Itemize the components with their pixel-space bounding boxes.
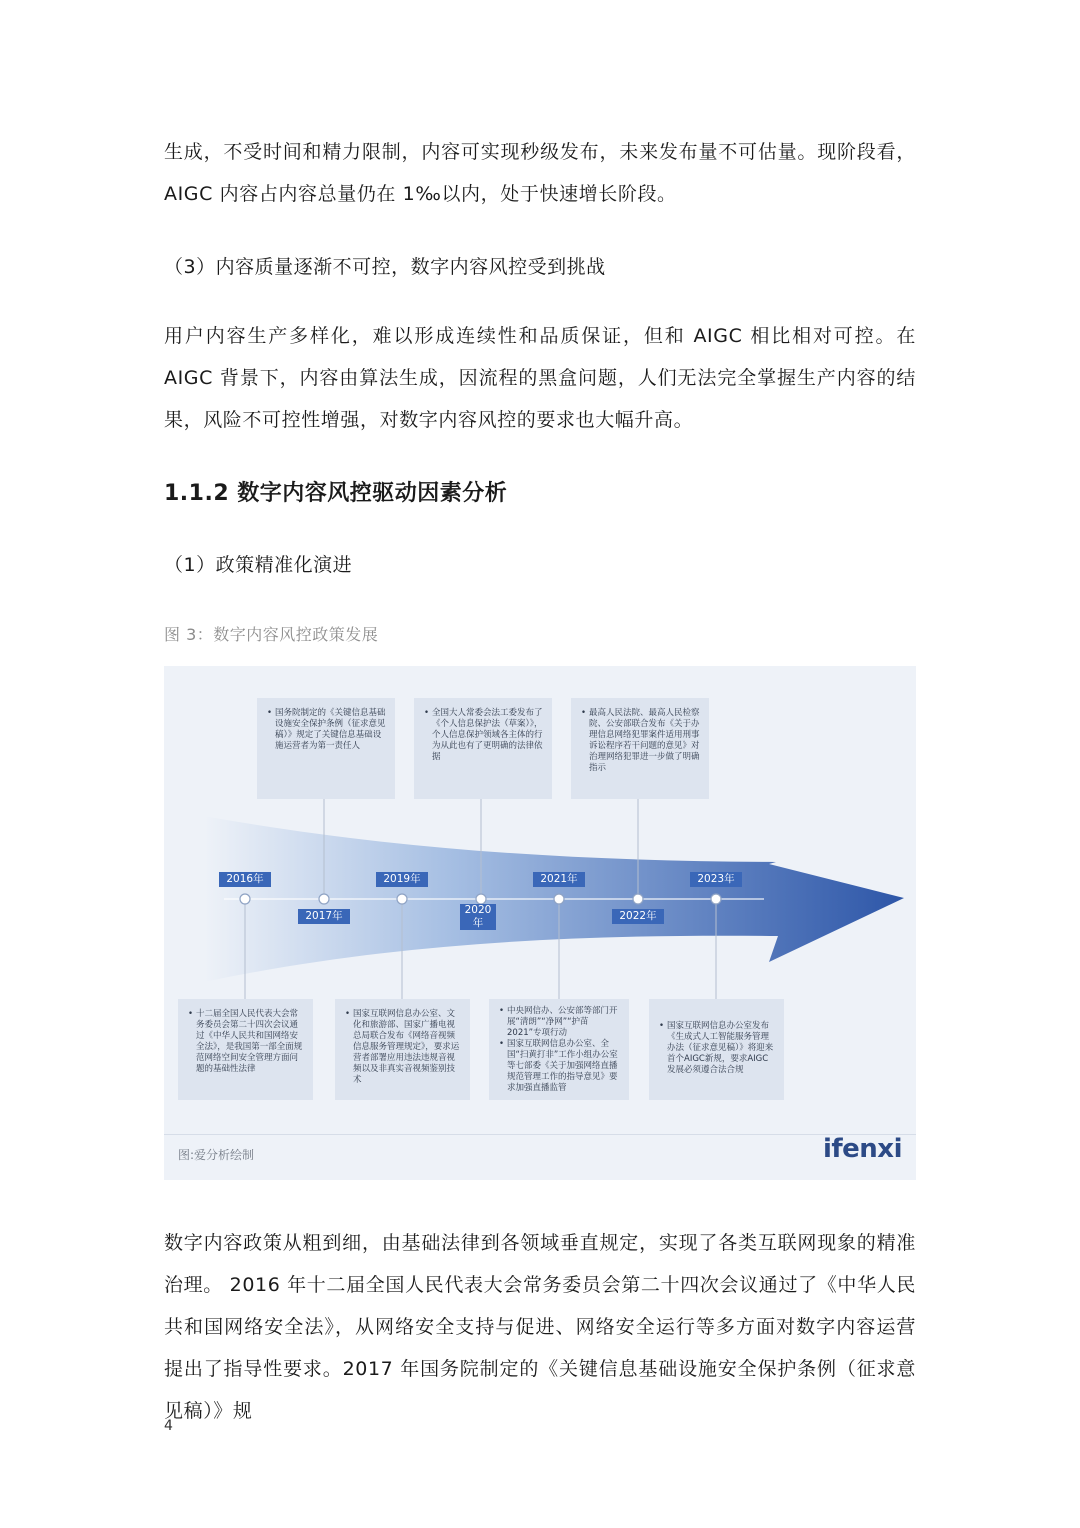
card-2023 bbox=[649, 999, 784, 1100]
policy-timeline-figure bbox=[164, 666, 916, 1180]
card-2020-text: • 全国大人常委会法工委发布了《个人信息保护法（草案）》，个人信息保护领域各主体的行为从此也有了更明确的法律依据 bbox=[432, 708, 544, 763]
card-2021 bbox=[489, 999, 629, 1100]
card-2021-text-a: • 中央网信办、公安部等部门开展“清朗”“净网”“护苗2021”专项行动 bbox=[507, 1006, 621, 1039]
year-label-2017: 2017年 bbox=[298, 909, 350, 924]
paragraph-intro: 生成，不受时间和精力限制，内容可实现秒级发布，未来发布量不可估量。现阶段看，AIGC 内容占内容总量仍在 1‰以内，处于快速增长阶段。 bbox=[164, 141, 916, 205]
paragraph-aigc-risk: 用户内容生产多样化，难以形成连续性和品质保证，但和 AIGC 相比相对可控。在 AIGC 背景下，内容由算法生成，因流程的黑盒问题，人们无法完全掌握生产内容的结果，风险不可控性增强，对数字内容风控的要求也大幅升高。 bbox=[164, 325, 916, 431]
card-2019 bbox=[335, 999, 470, 1100]
node-2022 bbox=[633, 894, 643, 904]
card-2016 bbox=[178, 999, 313, 1100]
card-2017 bbox=[257, 698, 395, 799]
year-label-2016: 2016年 bbox=[219, 872, 271, 887]
node-2021 bbox=[554, 894, 564, 904]
card-2021-text-b: • 国家互联网信息办公室、全国“扫黄打非”工作小组办公室等七部委《关于加强网络直播规范管理工作的指导意见》要求加强直播监管 bbox=[507, 1039, 621, 1094]
section-heading: 1.1.2 数字内容风控驱动因素分析 bbox=[164, 481, 508, 506]
card-2019-text: • 国家互联网信息办公室、文化和旅游部、国家广播电视总局联合发布《网络音视频信息服务管理规定》，要求运营者部署应用违法违规音视频以及非真实音视频鉴别技术 bbox=[353, 1009, 462, 1086]
node-2016 bbox=[240, 894, 250, 904]
node-2020 bbox=[476, 894, 486, 904]
card-2023-text: • 国家互联网信息办公室发布《生成式人工智能服务管理办法（征求意见稿）》将迎来首个AIGC新规，要求AIGC发展必须遵合法合规 bbox=[667, 1021, 776, 1076]
node-2019 bbox=[397, 894, 407, 904]
year-label-2022: 2022年 bbox=[612, 909, 664, 924]
page-number: 4 bbox=[164, 1418, 173, 1434]
subheading-content-quality: （3）内容质量逐渐不可控，数字内容风控受到挑战 bbox=[164, 256, 606, 278]
node-2017 bbox=[319, 894, 329, 904]
figure-source: 图:爱分析绘制 bbox=[178, 1148, 255, 1162]
figure-caption: 图 3：数字内容风控政策发展 bbox=[164, 625, 379, 644]
year-label-2023: 2023年 bbox=[690, 872, 742, 887]
year-label-2021: 2021年 bbox=[533, 872, 585, 887]
figure-divider bbox=[164, 1134, 916, 1135]
year-label-2019: 2019年 bbox=[376, 872, 428, 887]
subheading-policy: （1）政策精准化演进 bbox=[164, 554, 353, 576]
node-2023 bbox=[711, 894, 721, 904]
card-2022 bbox=[571, 698, 709, 799]
card-2017-text: • 国务院制定的《关键信息基础设施安全保护条例（征求意见稿）》规定了关键信息基础设施运营者为第一责任人 bbox=[275, 708, 387, 752]
card-2020 bbox=[414, 698, 552, 799]
year-label-2020: 2020年 bbox=[460, 904, 496, 930]
card-2022-text: • 最高人民法院、最高人民检察院、公安部联合发布《关于办理信息网络犯罪案件适用刑事诉讼程序若干问题的意见》对治理网络犯罪进一步做了明确指示 bbox=[589, 708, 701, 774]
card-2016-text: • 十二届全国人民代表大会常务委员会第二十四次会议通过《中华人民共和国网络安全法》，是我国第一部全面规范网络空间安全管理方面问题的基础性法律 bbox=[196, 1009, 305, 1075]
ifenxi-logo: ifenxi bbox=[822, 1134, 902, 1164]
paragraph-policy-evolution: 数字内容政策从粗到细，由基础法律到各领域垂直规定，实现了各类互联网现象的精准治理。 2016 年十二届全国人民代表大会常务委员会第二十四次会议通过了《中华人民共和国网络安全法》，从网络安全支持与促进、网络安全运行等多方面对数字内容运营提出了指导性要求。2017 年国务院制定的《关键信息基础设施安全保护条例（征求意见稿）》规 bbox=[164, 1232, 916, 1422]
